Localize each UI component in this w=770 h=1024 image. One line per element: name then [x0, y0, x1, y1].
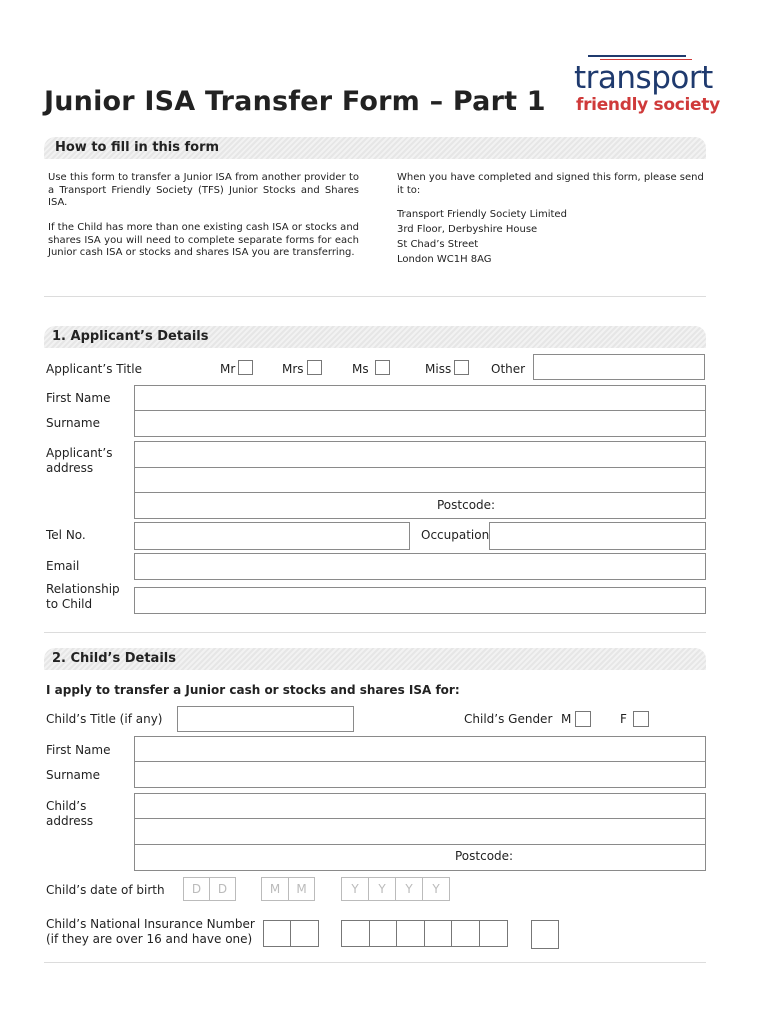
address-line-4: London WC1H 8AG: [397, 254, 492, 265]
section-heading-applicant: 1. Applicant’s Details: [52, 329, 209, 344]
applicant-postcode-input[interactable]: [134, 492, 706, 519]
dob-day-digit[interactable]: D: [209, 877, 236, 901]
tel-input[interactable]: [134, 522, 410, 550]
ni-digit-box[interactable]: [396, 920, 425, 947]
title-mr-checkbox[interactable]: [238, 360, 253, 375]
child-address-line-2[interactable]: [134, 818, 706, 845]
page-title: Junior ISA Transfer Form – Part 1: [44, 86, 546, 117]
dob-year-digit[interactable]: Y: [395, 877, 423, 901]
title-miss-checkbox[interactable]: [454, 360, 469, 375]
logo-stripe-blue: [588, 55, 686, 57]
child-address-line-1[interactable]: [134, 793, 706, 819]
ni-digit-box[interactable]: [479, 920, 508, 947]
email-label: Email: [46, 559, 80, 573]
occupation-label: Occupation: [421, 528, 490, 542]
divider: [44, 632, 706, 633]
address-line-3: St Chad’s Street: [397, 239, 479, 250]
how-to-send-intro: When you have completed and signed this form, please send it to:: [397, 172, 704, 196]
child-first-name-label: First Name: [46, 743, 111, 757]
address-line-1: Transport Friendly Society Limited: [397, 209, 567, 220]
relationship-input[interactable]: [134, 587, 706, 614]
applicant-surname-input[interactable]: [134, 410, 706, 437]
applicant-surname-label: Surname: [46, 416, 100, 430]
relationship-label: Relationship to Child: [46, 582, 120, 611]
child-title-label: Child’s Title (if any): [46, 712, 163, 726]
title-ms-checkbox[interactable]: [375, 360, 390, 375]
how-to-paragraph-2: If the Child has more than one existing cash ISA or stocks and shares ISA you will need to complete separate forms for each Junior cash ISA or stocks and shares ISA you are transferring.: [48, 222, 359, 258]
ni-digit-box[interactable]: [369, 920, 397, 947]
title-miss-label: Miss: [425, 362, 452, 376]
gender-m-checkbox[interactable]: [575, 711, 591, 727]
occupation-input[interactable]: [489, 522, 706, 550]
title-mr-label: Mr: [220, 362, 236, 376]
ni-label-line-1: Child’s National Insurance Number: [46, 917, 255, 931]
section-heading-how-to: How to fill in this form: [55, 140, 220, 155]
ni-label-line-2: (if they are over 16 and have one): [46, 932, 253, 946]
applicant-address-line-2[interactable]: [134, 467, 706, 493]
divider: [44, 296, 706, 297]
ni-suffix-box[interactable]: [531, 920, 559, 949]
ni-digit-box[interactable]: [451, 920, 480, 947]
dob-year-digit[interactable]: Y: [422, 877, 450, 901]
ni-digit-box[interactable]: [424, 920, 452, 947]
address-line-2: 3rd Floor, Derbyshire House: [397, 224, 538, 235]
dob-label: Child’s date of birth: [46, 883, 165, 897]
child-intro-text: I apply to transfer a Junior cash or stocks and shares ISA for:: [46, 683, 460, 697]
child-surname-input[interactable]: [134, 761, 706, 788]
email-input[interactable]: [134, 553, 706, 580]
child-title-input[interactable]: [177, 706, 354, 732]
title-other-input[interactable]: [533, 354, 705, 380]
dob-year-digit[interactable]: Y: [341, 877, 369, 901]
child-surname-label: Surname: [46, 768, 100, 782]
dob-year-digit[interactable]: Y: [368, 877, 396, 901]
applicant-first-name-input[interactable]: [134, 385, 706, 411]
tel-label: Tel No.: [46, 528, 86, 542]
title-ms-label: Ms: [352, 362, 369, 376]
logo-text-transport: transport: [574, 60, 713, 96]
child-first-name-input[interactable]: [134, 736, 706, 762]
title-mrs-label: Mrs: [282, 362, 304, 376]
child-gender-label: Child’s Gender: [464, 712, 553, 726]
ni-prefix-box[interactable]: [290, 920, 319, 947]
child-postcode-label: Postcode:: [455, 849, 514, 863]
applicant-address-line-1[interactable]: [134, 441, 706, 468]
gender-m-label: M: [561, 712, 572, 726]
logo-text-friendly-society: friendly society: [576, 95, 720, 115]
child-postcode-input[interactable]: [134, 844, 706, 871]
divider: [44, 962, 706, 963]
title-mrs-checkbox[interactable]: [307, 360, 322, 375]
applicant-postcode-label: Postcode:: [437, 498, 496, 512]
dob-day-digit[interactable]: D: [183, 877, 210, 901]
applicant-address-label: Applicant’s address: [46, 446, 113, 475]
applicant-first-name-label: First Name: [46, 391, 111, 405]
gender-f-checkbox[interactable]: [633, 711, 649, 727]
title-other-label: Other: [491, 362, 526, 376]
ni-prefix-box[interactable]: [263, 920, 291, 947]
how-to-paragraph-1: Use this form to transfer a Junior ISA from another provider to a Transport Friendly Society (TFS) Junior Stocks and Shares ISA.: [48, 172, 359, 208]
ni-digit-box[interactable]: [341, 920, 370, 947]
applicant-title-label: Applicant’s Title: [46, 362, 142, 376]
child-address-label: Child’s address: [46, 799, 94, 828]
section-heading-child: 2. Child’s Details: [52, 651, 176, 666]
dob-month-digit[interactable]: M: [261, 877, 289, 901]
gender-f-label: F: [620, 712, 627, 726]
dob-month-digit[interactable]: M: [288, 877, 315, 901]
